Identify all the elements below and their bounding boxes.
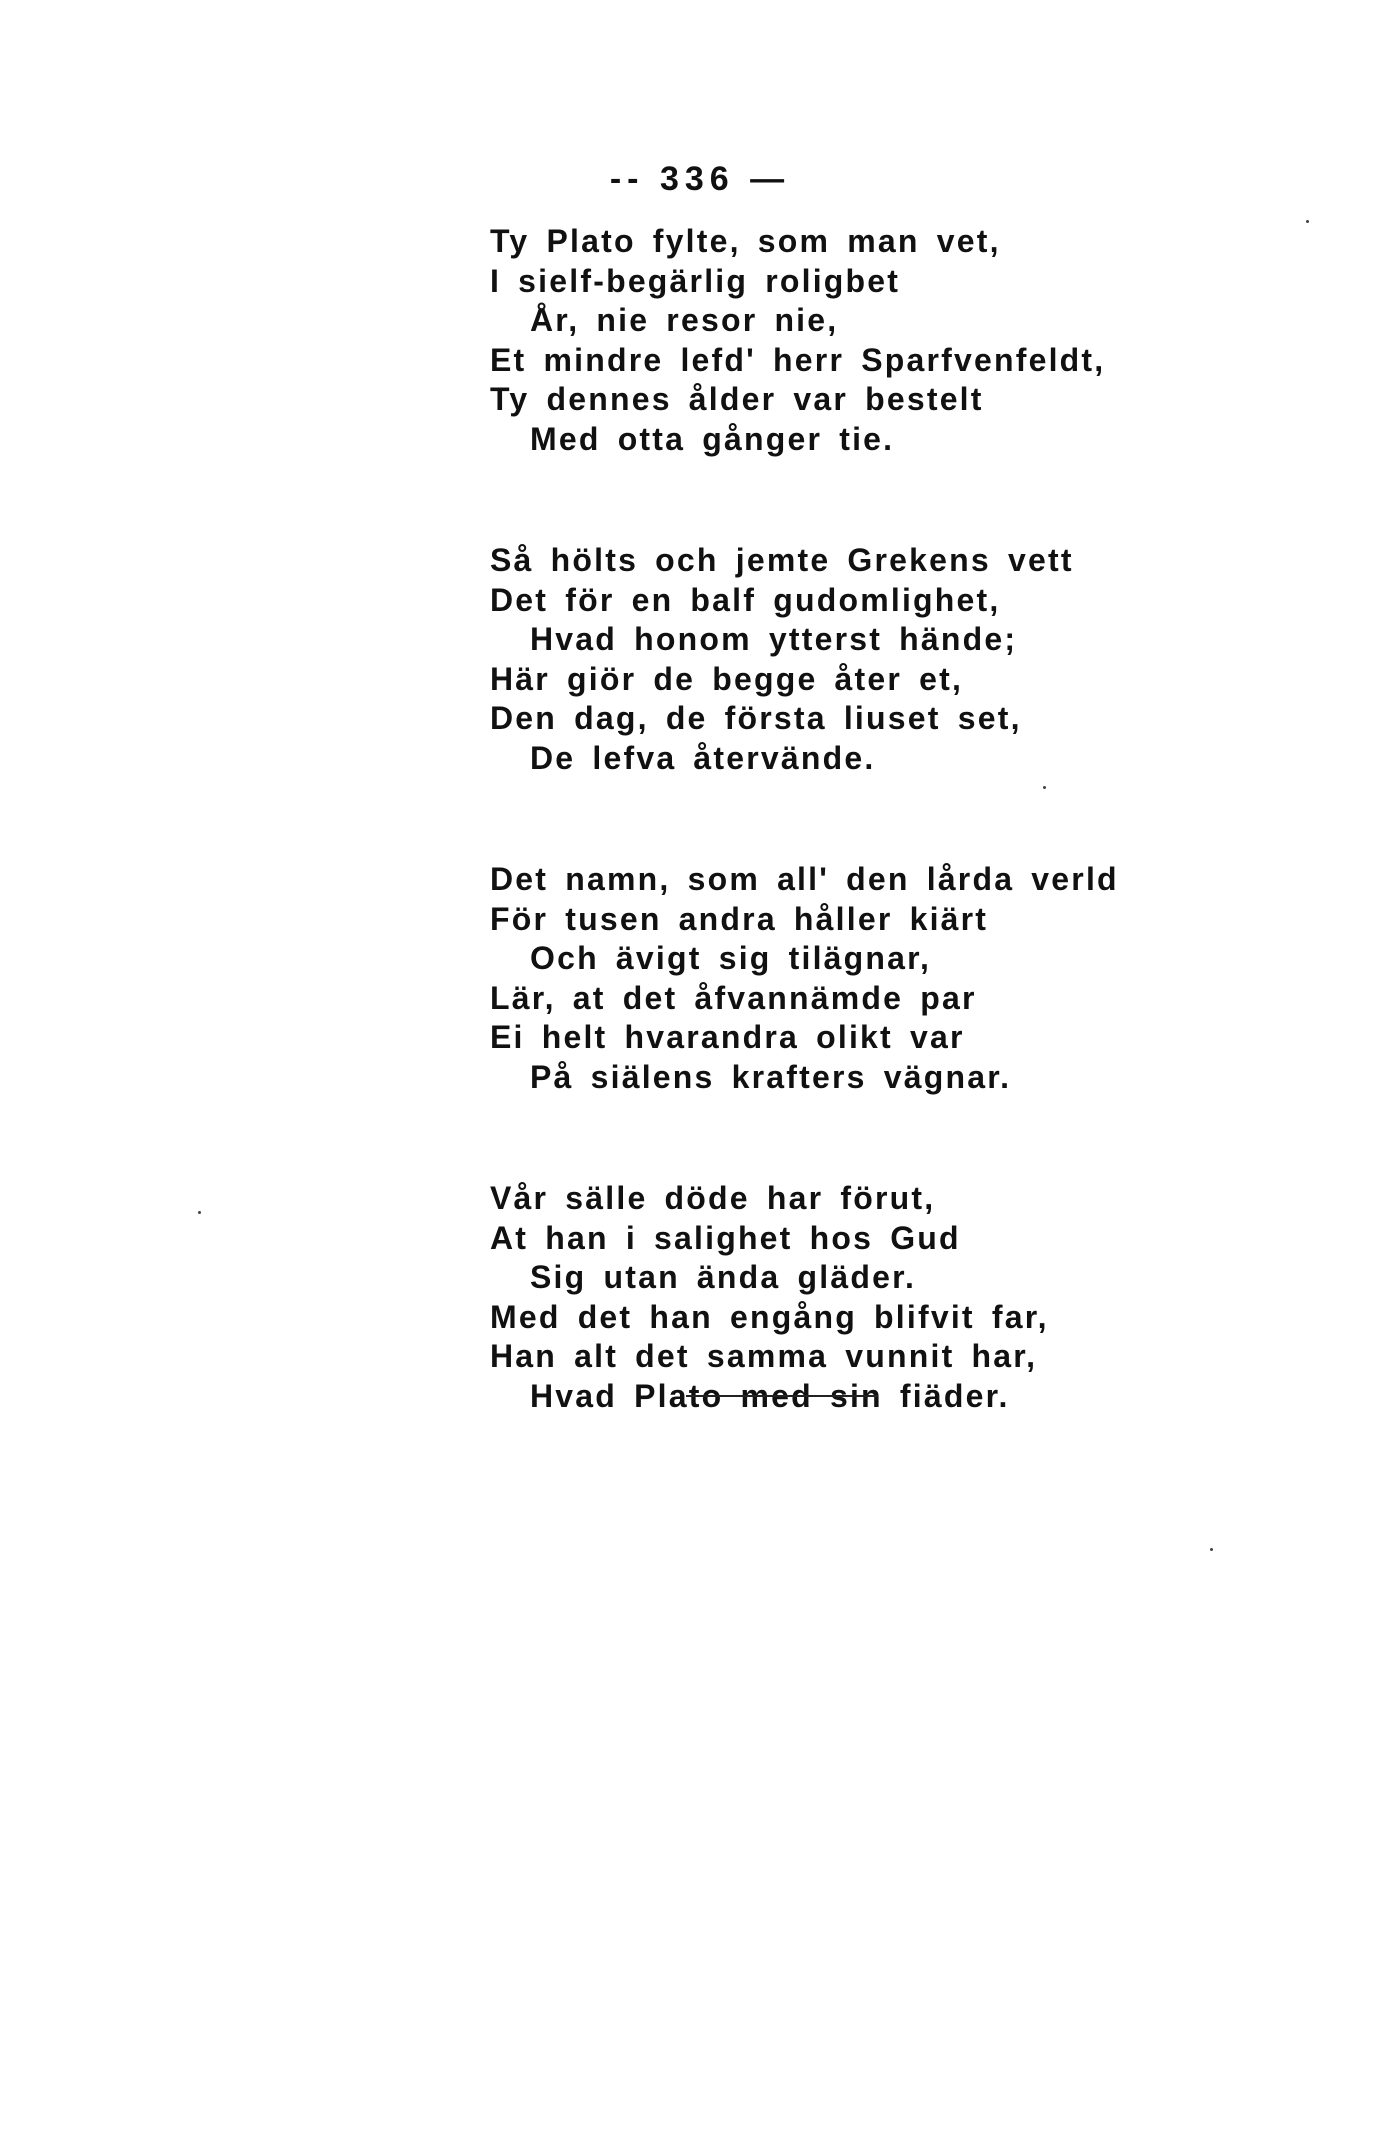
verse-line: De lefva återvände. (530, 739, 876, 776)
poem (490, 222, 1130, 1498)
stanza-1 (490, 222, 1130, 459)
verse-line: Här giör de begge åter et, (490, 660, 964, 697)
verse-line: Ty dennes ålder var bestelt (490, 381, 984, 417)
verse-line: Den dag, de första liuset set, (490, 700, 1022, 736)
verse-line: För tusen andra håller kiärt (490, 900, 989, 937)
print-speck (1210, 1548, 1213, 1551)
print-speck (1306, 220, 1309, 223)
verse-line: Så hölts och jemte Grekens vett (490, 542, 1074, 578)
verse-line: I sielf-begärlig roligbet (490, 262, 901, 299)
print-speck (1043, 786, 1046, 789)
verse-line: År, nie resor nie, (530, 302, 839, 338)
verse-line: Sig utan ända gläder. (530, 1259, 917, 1295)
verse-line: Det namn, som all' den lårda verld (490, 861, 1119, 897)
print-speck (198, 1211, 201, 1214)
verse-line: På siälens krafters vägnar. (530, 1058, 1012, 1095)
verse-line: Ei helt hvarandra olikt var (490, 1019, 965, 1055)
stanza-4 (490, 1179, 1130, 1416)
verse-line: Ty Plato fylte, som man vet, (490, 223, 1001, 259)
verse-line: Med det han engång blifvit far, (490, 1298, 1049, 1335)
verse-line: Hvad honom ytterst hände; (530, 621, 1018, 657)
end-rule (686, 1395, 878, 1397)
stanza-3 (490, 860, 1130, 1097)
verse-line: Med otta gånger tie. (530, 420, 895, 457)
verse-line: At han i salighet hos Gud (490, 1219, 961, 1256)
verse-line: Et mindre lefd' herr Sparfvenfeldt, (490, 341, 1106, 378)
verse-line: Och ävigt sig tilägnar, (530, 940, 932, 976)
verse-line: Han alt det samma vunnit har, (490, 1338, 1038, 1374)
page-number: -- 336 — (609, 160, 791, 198)
stanza-2 (490, 541, 1130, 778)
verse-line: Hvad Plato med sin fiäder. (530, 1377, 1010, 1414)
verse-line: Vår sälle döde har förut, (490, 1180, 936, 1216)
verse-line: Det för en balf gudomlighet, (490, 581, 1001, 618)
verse-line: Lär, at det åfvannämde par (490, 979, 977, 1016)
